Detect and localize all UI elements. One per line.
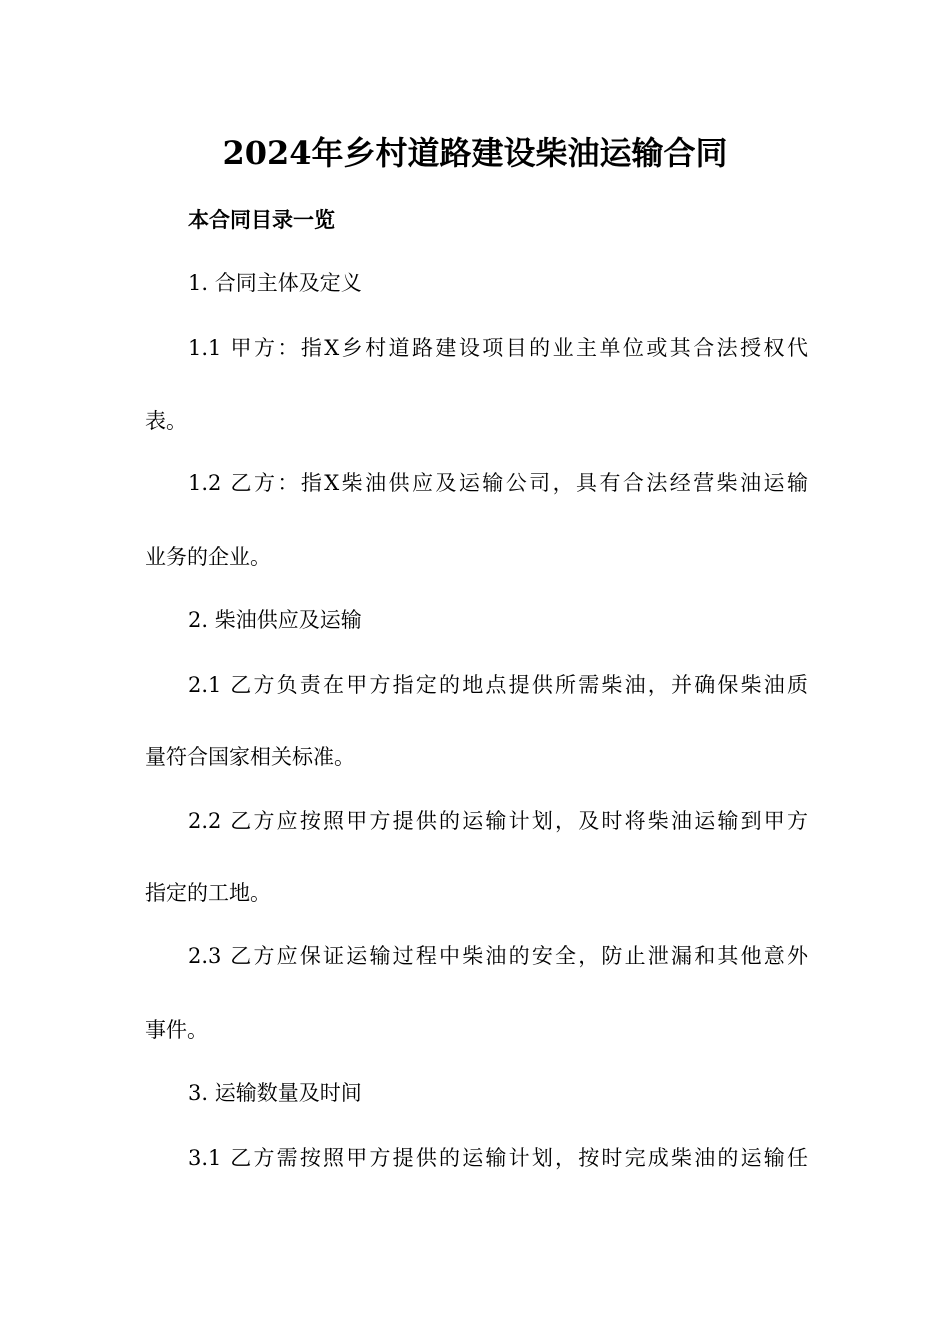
clause-2-3: 2.3 乙方应保证运输过程中柴油的安全，防止泄漏和其他意外: [188, 944, 808, 968]
clause-1-1: 1.1 甲方：指X乡村道路建设项目的业主单位或其合法授权代: [188, 336, 808, 360]
section-heading-3: 3. 运输数量及时间: [188, 1081, 362, 1105]
clause-1-2-continued: 业务的企业。: [145, 545, 271, 569]
clause-2-3-continued: 事件。: [145, 1018, 208, 1042]
clause-2-1-continued: 量符合国家相关标准。: [145, 745, 355, 769]
clause-1-2: 1.2 乙方：指X柴油供应及运输公司，具有合法经营柴油运输: [188, 471, 808, 495]
section-heading-2: 2. 柴油供应及运输: [188, 608, 362, 632]
section-heading-1: 1. 合同主体及定义: [188, 271, 362, 295]
toc-heading: 本合同目录一览: [188, 207, 335, 232]
clause-1-1-continued: 表。: [145, 409, 187, 433]
document-title: 2024年乡村道路建设柴油运输合同: [222, 134, 728, 172]
clause-2-2-continued: 指定的工地。: [145, 881, 271, 905]
clause-2-1: 2.1 乙方负责在甲方指定的地点提供所需柴油，并确保柴油质: [188, 673, 808, 697]
clause-2-2: 2.2 乙方应按照甲方提供的运输计划，及时将柴油运输到甲方: [188, 809, 808, 833]
clause-3-1: 3.1 乙方需按照甲方提供的运输计划，按时完成柴油的运输任: [188, 1146, 808, 1170]
